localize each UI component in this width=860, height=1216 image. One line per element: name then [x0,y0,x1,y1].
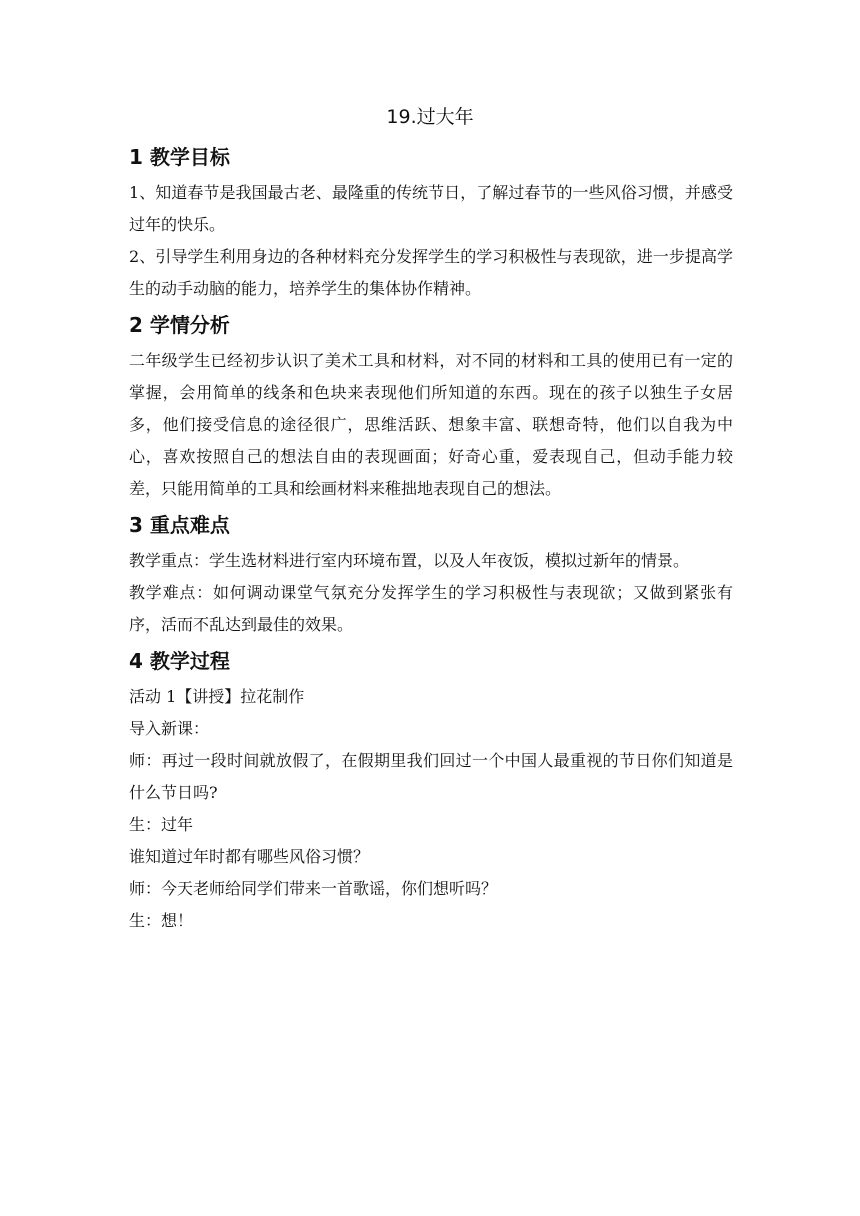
paragraph: 生：想！ [129,911,194,930]
paragraph: 二年级学生已经初步认识了美术工具和材料，对不同的材料和工具的使用已有一定的掌握，会用简单的线条和色块来表现他们所知道的东西。现在的孩子以独生子女居多，他们接受信息的途径很广，思维活跃、想象丰富、联想奇特，他们以自我为中心，喜欢按照自己的想法自由的表现画面；好奇心重，爱表现自己，但动手能力较差，只能用简单的工具和绘画材料来稚拙地表现自己的想法。 [129,351,733,498]
section-student-analysis [129,311,733,505]
paragraph: 师：今天老师给同学们带来一首歌谣，你们想听吗？ [129,879,498,898]
document-body [129,143,733,937]
section-teaching-process [129,647,733,937]
section-key-points [129,511,733,641]
paragraph: 谁知道过年时都有哪些风俗习惯？ [129,847,370,866]
section-heading: 3 重点难点 [129,513,230,537]
document-title: 19.过大年 [386,106,474,128]
paragraph: 教学难点：如何调动课堂气氛充分发挥学生的学习积极性与表现欲；又做到紧张有序，活而不乱达到最佳的效果。 [129,583,733,634]
section-teaching-goals [129,143,733,305]
paragraph: 2、引导学生利用身边的各种材料充分发挥学生的学习积极性与表现欲，进一步提高学生的动手动脑的能力，培养学生的集体协作精神。 [129,247,733,298]
paragraph: 导入新课： [129,719,210,738]
section-heading: 2 学情分析 [129,313,230,337]
paragraph: 1、知道春节是我国最古老、最隆重的传统节日，了解过春节的一些风俗习惯，并感受过年的快乐。 [129,183,733,234]
paragraph: 师：再过一段时间就放假了，在假期里我们回过一个中国人最重视的节日你们知道是什么节日吗? [129,751,733,802]
paragraph: 生：过年 [129,815,194,834]
section-heading: 4 教学过程 [129,649,230,673]
paragraph: 活动 1【讲授】拉花制作 [129,687,305,706]
paragraph: 教学重点：学生选材料进行室内环境布置，以及人年夜饭，模拟过新年的情景。 [129,551,690,570]
section-heading: 1 教学目标 [129,145,230,169]
